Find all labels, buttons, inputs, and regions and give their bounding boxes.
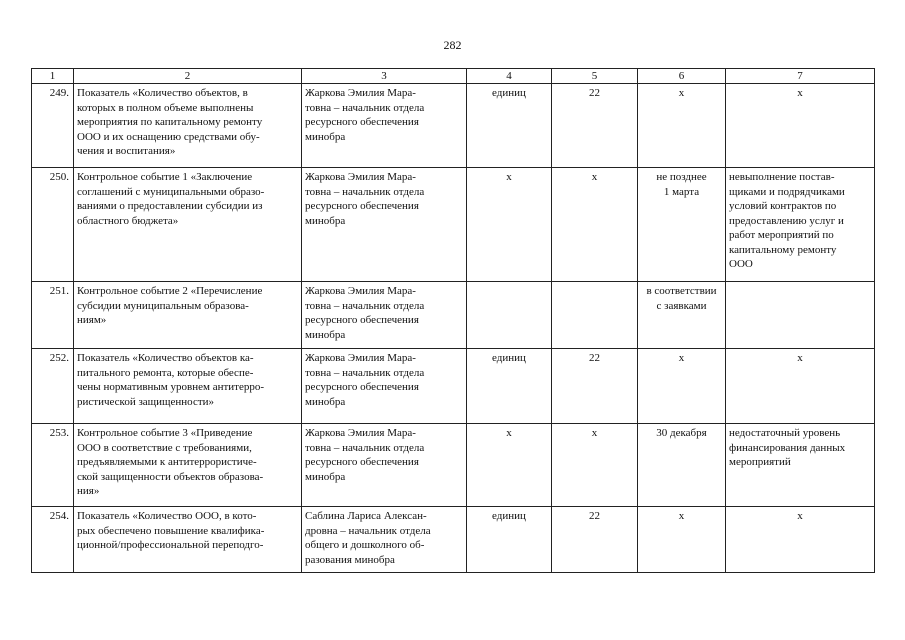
unit-cell: х: [467, 168, 552, 282]
desc-line: ООО и их оснащению средствами обу-: [77, 130, 260, 143]
row-number: 252.: [32, 349, 74, 424]
value-cell: 22: [552, 507, 638, 573]
resp-line: минобра: [305, 214, 346, 227]
unit-cell: [467, 282, 552, 349]
desc-line: предъявляемыми к антитеррористиче-: [77, 456, 257, 468]
term-line: х: [678, 510, 685, 522]
resp-line: Саблина Лариса Алексан-: [305, 510, 427, 522]
resp-line: минобра: [305, 470, 346, 483]
resp-line: минобра: [305, 328, 346, 341]
resp-line: товна – начальник отдела: [305, 185, 425, 198]
description-cell: [74, 349, 302, 424]
risk-line: щиками и подрядчиками: [729, 185, 845, 198]
resp-line: Жаркова Эмилия Мара-: [305, 87, 416, 99]
responsible-cell: [302, 168, 467, 282]
resp-line: минобра: [305, 395, 346, 408]
risk-cell: [726, 282, 875, 349]
responsible-cell: [302, 282, 467, 349]
value-cell: [552, 282, 638, 349]
resp-line: общего и дошколного об-: [305, 539, 425, 551]
resp-line: Жаркова Эмилия Мара-: [305, 427, 416, 439]
resp-line: ресурсного обеспечения: [305, 116, 419, 128]
resp-line: Жаркова Эмилия Мара-: [305, 285, 416, 297]
resp-line: разования минобра: [305, 553, 395, 566]
value-cell: х: [552, 168, 638, 282]
risk-cell: [726, 84, 875, 168]
unit-cell: х: [467, 424, 552, 507]
risk-cell: [726, 168, 875, 282]
resp-line: ресурсного обеспечения: [305, 456, 419, 468]
term-line: 30 декабря: [656, 427, 707, 439]
responsible-cell: [302, 84, 467, 168]
term-line: 1 марта: [663, 185, 700, 198]
table-row: [32, 349, 875, 424]
row-number: 251.: [32, 282, 74, 349]
column-header: 4: [467, 69, 552, 84]
term-line: в соответствии: [646, 285, 717, 297]
resp-line: Жаркова Эмилия Мара-: [305, 352, 416, 364]
resp-line: ресурсного обеспечения: [305, 314, 419, 326]
resp-line: товна – начальник отдела: [305, 366, 425, 379]
description-cell: [74, 507, 302, 573]
desc-line: которых в полном объеме выполнены: [77, 101, 254, 114]
risk-line: недостаточный уровень: [729, 427, 841, 439]
responsible-cell: [302, 349, 467, 424]
risk-cell: [726, 507, 875, 573]
column-header: 7: [726, 69, 875, 84]
responsible-cell: [302, 424, 467, 507]
risk-line: финансирования данных: [729, 441, 846, 454]
desc-line: чены нормативным уровнем антитерро-: [77, 381, 265, 393]
table-header-row: [32, 69, 875, 84]
description-cell: [74, 282, 302, 349]
desc-line: Показатель «Количество объектов ка-: [77, 352, 254, 364]
desc-line: ционной/профессиональной переподго-: [77, 539, 264, 551]
table-row: [32, 507, 875, 573]
risk-cell: [726, 349, 875, 424]
term-cell: [638, 349, 726, 424]
risk-line: условий контрактов по: [729, 200, 837, 212]
desc-line: ниям»: [77, 314, 107, 326]
page-number: 282: [443, 38, 462, 52]
row-number: 250.: [32, 168, 74, 282]
unit-cell: единиц: [467, 507, 552, 573]
column-header: 3: [302, 69, 467, 84]
desc-line: областного бюджета»: [77, 214, 179, 227]
description-cell: [74, 168, 302, 282]
desc-line: рых обеспечено повышение квалифика-: [77, 524, 265, 537]
risk-line: ООО: [729, 258, 753, 270]
term-cell: [638, 507, 726, 573]
term-line: с заявками: [656, 299, 707, 312]
resp-line: товна – начальник отдела: [305, 299, 425, 312]
table-row: [32, 84, 875, 168]
row-number: 254.: [32, 507, 74, 573]
desc-line: Контрольное событие 2 «Перечисление: [77, 285, 263, 297]
desc-line: субсидии муниципальным образова-: [77, 299, 249, 312]
risk-line: х: [797, 510, 803, 522]
desc-line: ристической защищенности»: [77, 395, 215, 408]
row-number: 249.: [32, 84, 74, 168]
column-header: 2: [74, 69, 302, 84]
value-cell: 22: [552, 349, 638, 424]
risk-line: х: [797, 352, 803, 364]
desc-line: Показатель «Количество ООО, в кото-: [77, 510, 257, 522]
resp-line: дровна – начальник отдела: [305, 524, 431, 537]
resp-line: ресурсного обеспечения: [305, 381, 419, 393]
term-cell: [638, 84, 726, 168]
resp-line: ресурсного обеспечения: [305, 200, 419, 212]
desc-line: Показатель «Количество объектов, в: [77, 87, 248, 99]
resp-line: Жаркова Эмилия Мара-: [305, 171, 416, 183]
desc-line: ООО в соответствие с требованиями,: [77, 441, 252, 454]
row-number: 253.: [32, 424, 74, 507]
term-cell: [638, 282, 726, 349]
resp-line: минобра: [305, 130, 346, 143]
desc-line: Контрольное событие 3 «Приведение: [77, 427, 253, 439]
desc-line: мероприятия по капитальному ремонту: [77, 116, 263, 128]
risk-line: невыполнение постав-: [729, 171, 835, 183]
desc-line: ния»: [77, 485, 100, 497]
unit-cell: единиц: [467, 84, 552, 168]
value-cell: 22: [552, 84, 638, 168]
desc-line: Контрольное событие 1 «Заключение: [77, 171, 253, 183]
risk-line: предоставлению услуг и: [729, 214, 844, 227]
description-cell: [74, 84, 302, 168]
description-cell: [74, 424, 302, 507]
desc-line: ваниями о предоставлении субсидии из: [77, 200, 263, 212]
document-table: [31, 68, 875, 573]
unit-cell: единиц: [467, 349, 552, 424]
column-header: 5: [552, 69, 638, 84]
term-line: х: [678, 87, 685, 99]
term-line: х: [678, 352, 685, 364]
risk-line: работ мероприятий по: [729, 229, 834, 241]
value-cell: х: [552, 424, 638, 507]
desc-line: соглашений с муниципальными образо-: [77, 185, 265, 198]
risk-cell: [726, 424, 875, 507]
risk-line: капитальному ремонту: [729, 243, 837, 256]
resp-line: товна – начальник отдела: [305, 441, 425, 454]
term-cell: [638, 424, 726, 507]
term-cell: [638, 168, 726, 282]
term-line: не позднее: [656, 171, 707, 183]
resp-line: товна – начальник отдела: [305, 101, 425, 114]
desc-line: ской защищенности объектов образова-: [77, 470, 264, 483]
column-header: 1: [32, 69, 74, 84]
risk-line: х: [797, 87, 803, 99]
desc-line: чения и воспитания»: [77, 145, 176, 157]
table-row: [32, 282, 875, 349]
responsible-cell: [302, 507, 467, 573]
risk-line: мероприятий: [729, 456, 791, 468]
column-header: 6: [638, 69, 726, 84]
table-row: [32, 168, 875, 282]
desc-line: питального ремонта, которые обеспе-: [77, 366, 254, 379]
table-row: [32, 424, 875, 507]
